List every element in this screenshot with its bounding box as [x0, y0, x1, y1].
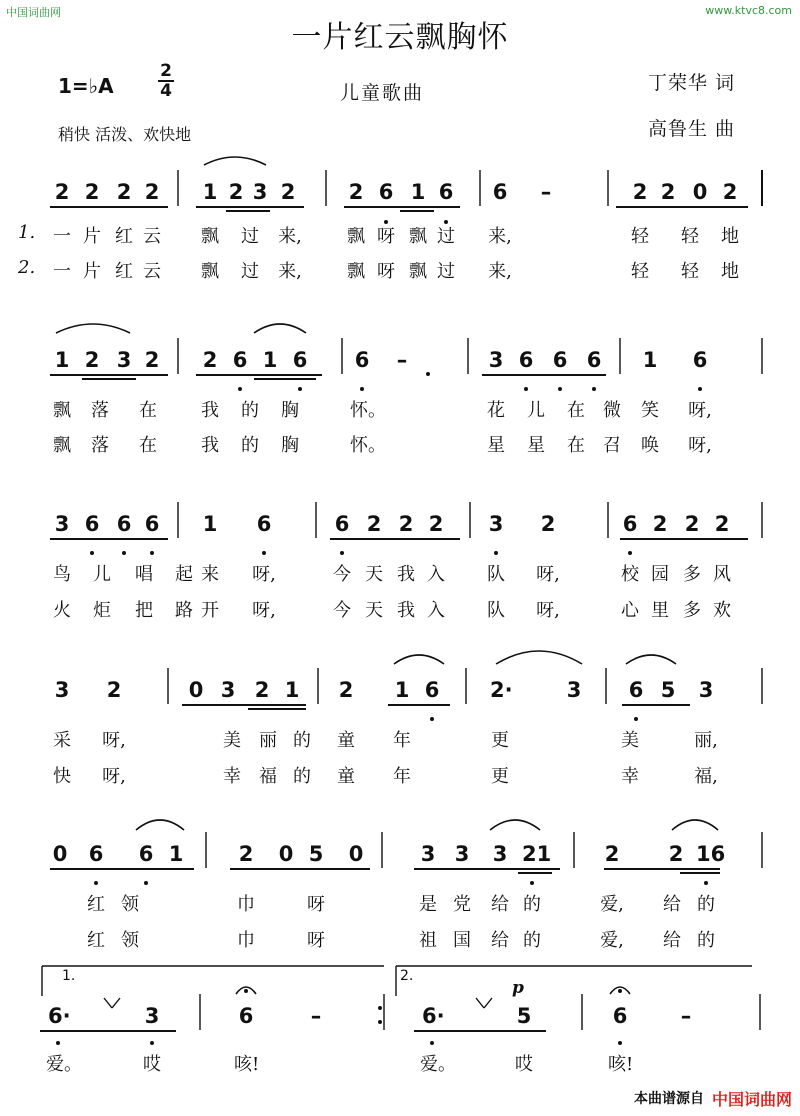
lyric-verse-2: 把	[135, 600, 153, 621]
lyric-verse-1: 来	[201, 564, 219, 585]
jianpu-note: 2	[84, 348, 100, 372]
jianpu-note: 6	[518, 348, 534, 372]
lyric-verse-2: 呀,	[688, 435, 712, 456]
lyric-verse-1: 美	[621, 730, 639, 751]
lyric-verse-2: 的	[241, 435, 259, 456]
lyric-verse-1: 党	[453, 894, 471, 915]
lyric-verse-1: 丽	[259, 730, 277, 751]
lyric-verse-2: 幸	[621, 766, 639, 787]
lyric-verse-1: 哎	[515, 1054, 533, 1075]
lyric-verse-1: 起	[175, 564, 193, 585]
jianpu-note: 3	[488, 512, 504, 536]
source-brand: 中国词曲网	[711, 1090, 792, 1109]
lyric-verse-1: 的	[241, 400, 259, 421]
lyric-verse-1: 呀	[307, 894, 325, 915]
lyric-verse-2: 怀。	[350, 435, 386, 456]
jianpu-note: 6	[628, 678, 644, 702]
jianpu-note: –	[540, 180, 552, 204]
jianpu-note: 1	[54, 348, 70, 372]
lyric-verse-1: 丽,	[694, 730, 718, 751]
lyric-verse-2: 里	[651, 600, 669, 621]
verse-number: 1.	[18, 222, 36, 243]
lyric-verse-2: 童	[337, 766, 355, 787]
jianpu-note: 6	[138, 842, 154, 866]
jianpu-note: 1	[394, 678, 410, 702]
jianpu-note: 6	[438, 180, 454, 204]
lyric-verse-1: 哎	[143, 1054, 161, 1075]
jianpu-note: 2	[428, 512, 444, 536]
jianpu-note: 3	[252, 180, 268, 204]
lyric-verse-1: 呀,	[252, 564, 276, 585]
lyric-verse-1: 片	[83, 226, 101, 247]
lyric-verse-1: 我	[397, 564, 415, 585]
lyric-verse-2: 胸	[281, 435, 299, 456]
jianpu-note: 2	[144, 180, 160, 204]
lyric-verse-2: 幸	[223, 766, 241, 787]
lyric-verse-1: 的	[697, 894, 715, 915]
jianpu-note: 6	[256, 512, 272, 536]
lyric-verse-1: 过	[437, 226, 455, 247]
lyric-verse-1: 笑	[641, 400, 659, 421]
lyric-verse-2: 天	[365, 600, 383, 621]
lyric-verse-1: 天	[365, 564, 383, 585]
lyric-verse-1: 飘	[409, 226, 427, 247]
jianpu-note: 1	[410, 180, 426, 204]
lyric-verse-1: 童	[337, 730, 355, 751]
jianpu-note: 1	[168, 842, 184, 866]
lyric-verse-2: 巾	[237, 930, 255, 951]
jianpu-note: 2	[254, 678, 270, 702]
lyric-verse-2: 呀,	[102, 766, 126, 787]
jianpu-note: 6	[116, 512, 132, 536]
lyric-verse-1: 来,	[488, 226, 512, 247]
lyric-verse-2: 红	[87, 930, 105, 951]
lyric-verse-2: 云	[143, 261, 161, 282]
lyric-verse-2: 落	[91, 435, 109, 456]
lyricist-credit: 丁荣华 词	[648, 72, 736, 94]
lyric-verse-2: 入	[427, 600, 445, 621]
lyric-verse-2: 更	[491, 766, 509, 787]
lyric-verse-2: 红	[115, 261, 133, 282]
jianpu-note: 1	[202, 512, 218, 536]
jianpu-note: 6	[424, 678, 440, 702]
jianpu-note: 1	[202, 180, 218, 204]
lyric-verse-2: 轻	[681, 261, 699, 282]
lyric-verse-2: 给	[663, 930, 681, 951]
jianpu-note: 2	[228, 180, 244, 204]
song-title: 一片红云飘胸怀	[291, 20, 509, 55]
lyric-verse-1: 唱	[135, 564, 153, 585]
lyric-verse-2: 心	[621, 600, 639, 621]
lyric-verse-2: 年	[393, 766, 411, 787]
lyric-verse-1: 呀	[377, 226, 395, 247]
verse-number: 2.	[18, 257, 36, 278]
lyric-verse-1: 的	[293, 730, 311, 751]
lyric-verse-1: 云	[143, 226, 161, 247]
lyric-verse-1: 的	[523, 894, 541, 915]
lyric-verse-1: 儿	[93, 564, 111, 585]
jianpu-note: 6	[232, 348, 248, 372]
lyric-verse-1: 年	[393, 730, 411, 751]
lyric-verse-2: 欢	[713, 600, 731, 621]
lyric-verse-2: 快	[53, 766, 71, 787]
lyric-verse-1: 一	[53, 226, 71, 247]
jianpu-note: 2	[540, 512, 556, 536]
jianpu-note: 2	[668, 842, 684, 866]
jianpu-note: 2	[84, 180, 100, 204]
lyric-verse-2: 火	[53, 600, 71, 621]
lyric-verse-2: 祖	[419, 930, 437, 951]
key-signature: 1=♭A	[58, 74, 114, 98]
lyric-verse-2: 地	[721, 261, 739, 282]
song-genre: 儿童歌曲	[340, 82, 425, 104]
jianpu-note: 6	[586, 348, 602, 372]
tempo-marking: 稍快 活泼、欢快地	[58, 125, 192, 144]
lyric-verse-1: 来,	[278, 226, 302, 247]
lyric-verse-2: 爱,	[600, 930, 624, 951]
jianpu-note: 2	[722, 180, 738, 204]
lyric-verse-1: 美	[223, 730, 241, 751]
watermark-left: 中国词曲网	[6, 6, 61, 19]
lyric-verse-2: 飘	[409, 261, 427, 282]
lyric-verse-2: 片	[83, 261, 101, 282]
jianpu-note: –	[310, 1004, 322, 1028]
lyric-verse-2: 给	[491, 930, 509, 951]
lyric-verse-1: 红	[115, 226, 133, 247]
jianpu-note: 6	[612, 1004, 628, 1028]
jianpu-note: 2	[366, 512, 382, 536]
lyric-verse-1: 花	[487, 400, 505, 421]
lyric-verse-1: 红	[87, 894, 105, 915]
lyric-verse-2: 开	[201, 600, 219, 621]
jianpu-note: 2	[632, 180, 648, 204]
lyric-verse-2: 我	[201, 435, 219, 456]
lyric-verse-2: 飘	[347, 261, 365, 282]
lyric-verse-1: 队	[487, 564, 505, 585]
jianpu-note: 21	[522, 842, 552, 866]
jianpu-note: 3	[566, 678, 582, 702]
jianpu-note: 3	[144, 1004, 160, 1028]
jianpu-note: 3	[54, 678, 70, 702]
jianpu-note: 6	[238, 1004, 254, 1028]
lyric-verse-1: 胸	[281, 400, 299, 421]
jianpu-note: 6	[692, 348, 708, 372]
jianpu-note: 2	[684, 512, 700, 536]
lyric-verse-2: 唤	[641, 435, 659, 456]
lyric-verse-1: 飘	[201, 226, 219, 247]
jianpu-note: 3	[54, 512, 70, 536]
lyric-verse-1: 飘	[53, 400, 71, 421]
lyric-verse-2: 多	[683, 600, 701, 621]
lyric-verse-2: 的	[293, 766, 311, 787]
lyric-verse-2: 在	[567, 435, 585, 456]
lyric-verse-2: 福	[259, 766, 277, 787]
jianpu-note: 6	[334, 512, 350, 536]
jianpu-note: 2	[714, 512, 730, 536]
lyric-verse-1: 儿	[527, 400, 545, 421]
lyric-verse-1: 轻	[681, 226, 699, 247]
lyric-verse-1: 怀。	[350, 400, 386, 421]
jianpu-note: 6	[354, 348, 370, 372]
lyric-verse-1: 给	[491, 894, 509, 915]
watermark-right: www.ktvc8.com	[705, 4, 792, 17]
jianpu-note: 2	[238, 842, 254, 866]
jianpu-note: 2	[348, 180, 364, 204]
lyric-verse-2: 飘	[201, 261, 219, 282]
lyric-verse-2: 炬	[93, 600, 111, 621]
lyric-verse-1: 鸟	[53, 564, 71, 585]
lyric-verse-2: 国	[453, 930, 471, 951]
lyric-verse-1: 过	[241, 226, 259, 247]
jianpu-note: 6·	[48, 1004, 71, 1028]
lyric-verse-2: 来,	[278, 261, 302, 282]
jianpu-note: –	[396, 348, 408, 372]
jianpu-note: 3	[488, 348, 504, 372]
jianpu-note: 2	[604, 842, 620, 866]
lyric-verse-2: 的	[697, 930, 715, 951]
jianpu-note: 6	[84, 512, 100, 536]
lyric-verse-2: 福,	[694, 766, 718, 787]
lyric-verse-1: 园	[651, 564, 669, 585]
jianpu-note: 6·	[422, 1004, 445, 1028]
jianpu-note: 2	[144, 348, 160, 372]
jianpu-note: 2	[652, 512, 668, 536]
jianpu-note: 2	[106, 678, 122, 702]
lyric-verse-1: 给	[663, 894, 681, 915]
volta-second-ending: 2.	[400, 968, 414, 984]
time-signature-top: 2	[160, 61, 172, 81]
lyric-verse-1: 今	[333, 564, 351, 585]
jianpu-note: 1	[284, 678, 300, 702]
jianpu-note: 2	[280, 180, 296, 204]
lyric-verse-1: 呀,	[536, 564, 560, 585]
jianpu-note: 2	[338, 678, 354, 702]
volta-first-ending: 1.	[62, 968, 76, 984]
jianpu-note: 1	[642, 348, 658, 372]
lyric-verse-2: 过	[437, 261, 455, 282]
lyric-verse-2: 一	[53, 261, 71, 282]
lyric-verse-1: 落	[91, 400, 109, 421]
lyric-verse-2: 呀	[377, 261, 395, 282]
jianpu-note: –	[680, 1004, 692, 1028]
jianpu-note: 5	[516, 1004, 532, 1028]
lyric-verse-1: 呀,	[688, 400, 712, 421]
lyric-verse-2: 召	[603, 435, 621, 456]
jianpu-note: 2	[116, 180, 132, 204]
lyric-verse-1: 校	[621, 564, 639, 585]
jianpu-note: 2	[660, 180, 676, 204]
lyric-verse-1: 咳!	[608, 1054, 634, 1075]
lyric-verse-1: 飘	[347, 226, 365, 247]
lyric-verse-1: 咳!	[234, 1054, 260, 1075]
lyric-verse-1: 呀,	[102, 730, 126, 751]
jianpu-note: 3	[454, 842, 470, 866]
jianpu-note: 5	[660, 678, 676, 702]
lyric-verse-2: 我	[397, 600, 415, 621]
jianpu-note: 3	[492, 842, 508, 866]
lyric-verse-1: 入	[427, 564, 445, 585]
lyric-verse-2: 今	[333, 600, 351, 621]
jianpu-note: 0	[278, 842, 294, 866]
lyric-verse-1: 在	[139, 400, 157, 421]
lyric-verse-2: 路	[175, 600, 193, 621]
lyric-verse-1: 地	[721, 226, 739, 247]
lyric-verse-1: 爱,	[600, 894, 624, 915]
dynamic-piano: p	[512, 978, 524, 998]
lyric-verse-2: 队	[487, 600, 505, 621]
lyric-verse-2: 在	[139, 435, 157, 456]
lyric-verse-2: 呀,	[252, 600, 276, 621]
jianpu-note: 6	[292, 348, 308, 372]
lyric-verse-1: 爱。	[46, 1054, 82, 1075]
jianpu-note: 3	[420, 842, 436, 866]
jianpu-note: 6	[552, 348, 568, 372]
jianpu-note: 0	[692, 180, 708, 204]
lyric-verse-1: 更	[491, 730, 509, 751]
jianpu-note: 6	[88, 842, 104, 866]
jianpu-note: 2	[202, 348, 218, 372]
jianpu-note: 2	[54, 180, 70, 204]
time-signature-bottom: 4	[160, 81, 172, 101]
lyric-verse-1: 巾	[237, 894, 255, 915]
lyric-verse-1: 轻	[631, 226, 649, 247]
lyric-verse-1: 爱。	[420, 1054, 456, 1075]
jianpu-note: 6	[378, 180, 394, 204]
jianpu-note: 1	[262, 348, 278, 372]
lyric-verse-2: 星	[487, 435, 505, 456]
lyric-verse-2: 来,	[488, 261, 512, 282]
lyric-verse-2: 过	[241, 261, 259, 282]
jianpu-note: 5	[308, 842, 324, 866]
lyric-verse-2: 轻	[631, 261, 649, 282]
jianpu-note: 6	[622, 512, 638, 536]
composer-credit: 高鲁生 曲	[648, 118, 736, 140]
lyric-verse-1: 是	[419, 894, 437, 915]
source-label: 本曲谱源自	[634, 1091, 704, 1107]
lyric-verse-2: 星	[527, 435, 545, 456]
lyric-verse-2: 呀,	[536, 600, 560, 621]
jianpu-note: 6	[492, 180, 508, 204]
jianpu-note: 2	[398, 512, 414, 536]
jianpu-note: 3	[116, 348, 132, 372]
jianpu-note: 16	[696, 842, 726, 866]
jianpu-note: 0	[188, 678, 204, 702]
lyric-verse-2: 飘	[53, 435, 71, 456]
jianpu-note: 0	[348, 842, 364, 866]
jianpu-note: 6	[144, 512, 160, 536]
jianpu-note: 3	[698, 678, 714, 702]
lyric-verse-1: 我	[201, 400, 219, 421]
lyric-verse-1: 风	[713, 564, 731, 585]
lyric-verse-2: 领	[121, 930, 139, 951]
lyric-verse-2: 的	[523, 930, 541, 951]
lyric-verse-2: 呀	[307, 930, 325, 951]
jianpu-note: 3	[220, 678, 236, 702]
lyric-verse-1: 微	[603, 400, 621, 421]
jianpu-note: 2·	[490, 678, 513, 702]
lyric-verse-1: 领	[121, 894, 139, 915]
lyric-verse-1: 多	[683, 564, 701, 585]
jianpu-note: 0	[52, 842, 68, 866]
lyric-verse-1: 在	[567, 400, 585, 421]
lyric-verse-1: 采	[53, 730, 71, 751]
